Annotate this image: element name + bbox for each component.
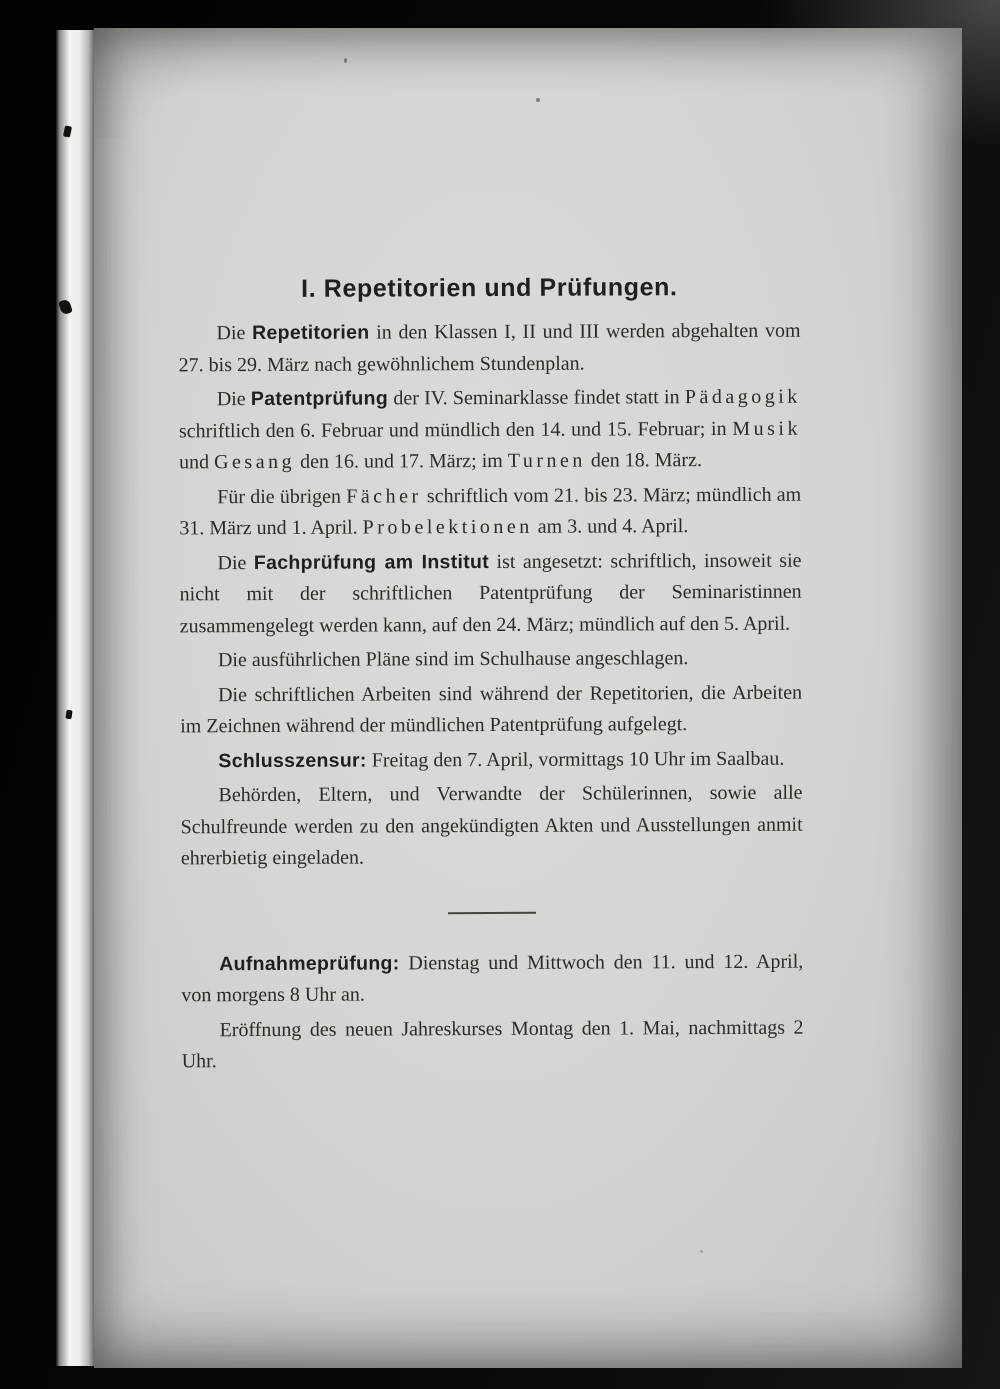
paragraph [180,743,802,777]
body-text: in den Klassen I, II und III werden abgehalten vom 27. bis 29. März nach gewöhnlichem Stundenplan. [178,319,801,376]
body-text: Die [217,551,254,574]
bold-text: Repetitorien [252,321,370,345]
paragraph [181,1012,803,1078]
body-text: Freitag den 7. April, vormittags 10 Uhr im Saalbau. [366,747,785,772]
letterspaced-text: Pädagogik [684,385,801,409]
page-title: I. Repetitorien und Prüfungen. [301,273,678,303]
page-crease [94,28,244,138]
paragraph [179,479,801,545]
document-body [178,316,803,1078]
body-text: der IV. Seminarklasse findet statt in [388,386,685,410]
paragraph [180,677,802,743]
body-text: Die [216,388,251,411]
adjacent-page-edge [56,30,94,1366]
body-text: Dienstag und Mittwoch den 11. und 12. April, von morgens 8 Uhr an. [181,950,804,1007]
body-text: den 16. und 17. März; im [294,449,508,473]
body-text: Eröffnung des neuen Jahreskurses Montag den 1. Mai, nachmittags 2 Uhr. [181,1016,804,1073]
document-page [94,28,962,1368]
scan-speckle [536,98,540,102]
bold-text: Aufnahmeprüfung: [219,951,400,975]
bold-text: Fachprüfung am Institut [253,550,490,574]
scan-speckle [344,58,347,63]
body-text: Die schriftlichen Arbeiten sind während der Repetitorien, die Arbeiten im Zeichnen während der mündlichen Patentprüfung aufgelegt. [180,681,803,738]
paragraph [179,545,801,642]
body-text: schriftlich vom 21. bis 23. März; mündlich am 31. März und 1. April. [179,483,802,540]
paragraph [180,643,802,677]
body-text: schriftlich den 6. Februar und mündlich den 14. und 15. Februar; in [178,417,733,442]
body-text: ist angesetzt: schriftlich, insoweit sie nicht mit der schriftlichen Patentprüfung der Seminaristinnen zusammengelegt werden kann, auf den 24. März; mündlich auf den 5. April. [179,549,802,637]
scan-speckle [700,1250,703,1253]
paragraph [181,946,803,1012]
letterspaced-text: Fächer [346,484,422,508]
text-column [178,273,804,1081]
body-text: am 3. und 4. April. [532,515,689,538]
letterspaced-text: Musik [732,417,801,440]
paragraph [178,316,800,382]
body-text: Die ausführlichen Pläne sind im Schulhause angeschlagen. [217,647,689,672]
letterspaced-text: Probelektionen [362,515,533,539]
bold-text: Schlusszensur: [218,749,367,772]
paragraph [179,382,801,479]
letterspaced-text: Turnen [507,449,586,472]
body-text: den 18. März. [585,449,702,472]
letterspaced-text: Gesang [214,450,296,474]
body-text: Behörden, Eltern, und Verwandte der Schülerinnen, sowie alle Schulfreunde werden zu den angekündigten Akten und Ausstellungen anmit ehrerbietig eingeladen. [180,781,803,870]
scan-artifact [65,710,72,720]
paragraph [180,778,802,875]
bold-text: Patentprüfung [250,387,389,411]
body-text: Die [216,322,253,345]
body-text: und [179,451,215,474]
section-divider [448,911,536,913]
body-text: Für die übrigen [217,485,347,508]
